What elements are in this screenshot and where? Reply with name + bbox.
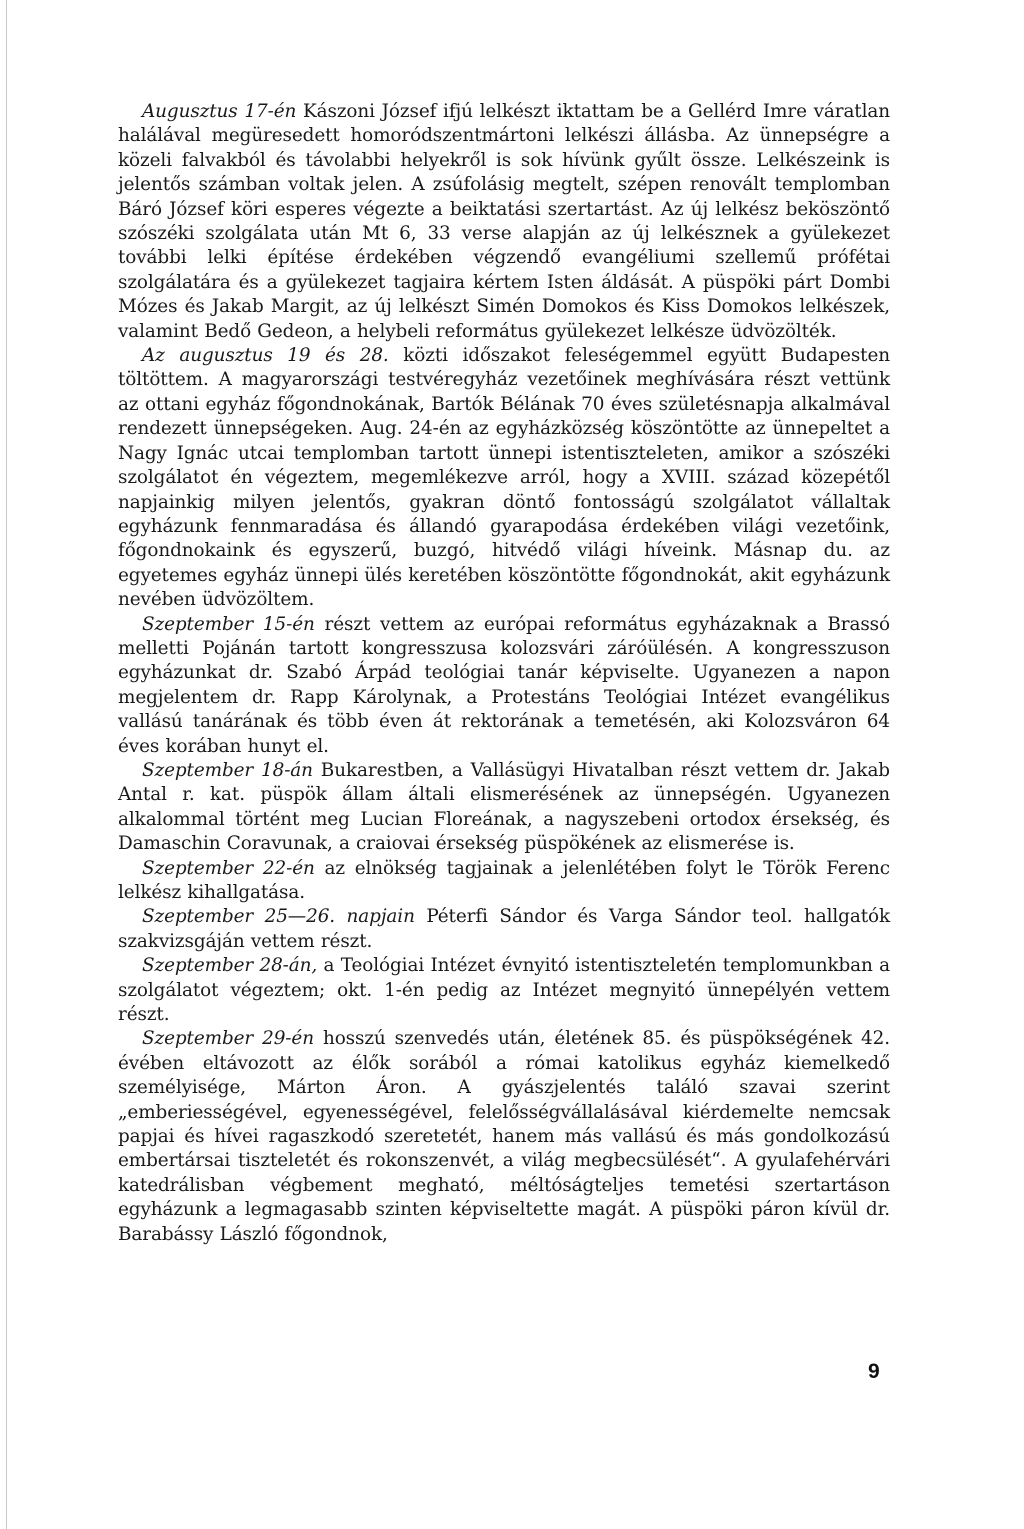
paragraph-aug-17 (118, 100, 890, 344)
paragraph-body: részt vettem az európai református egyházaknak a Brassó melletti Pojánán tartott kongresszusa kolozsvári záróülésén. A kongresszuson egyházunkat dr. Szabó Árpád teológiai tanár képviselte. Ugyanezen a napon megjelentem dr. Rapp Károlynak, a Protestáns Teológiai Intézet evangélikus vallású tanárának és több éven át rektorának a temetésén, aki Kolozsváron 64 éves korában hunyt el. (118, 613, 890, 757)
paragraph-date: Szeptember 28-án, (142, 955, 318, 977)
paragraph-body: Péterfi Sándor és Varga Sándor teol. hallgatók szakvizsgáján vettem részt. (118, 906, 891, 952)
paragraph-date: Szeptember 18-án (142, 759, 313, 781)
paragraph-sep-25-26 (118, 905, 890, 954)
paragraph-date: Szeptember 29-én (142, 1028, 314, 1050)
paragraph-sep-28 (118, 954, 890, 1027)
paragraph-date: Szeptember 22-én (142, 857, 315, 879)
paragraph-date: Az augusztus 19 és 28. (142, 345, 389, 367)
paragraph-sep-29 (118, 1027, 890, 1247)
paragraph-body: a Teológiai Intézet évnyitó istentiszteletén templomunkban a szolgálatot végeztem; okt. 1-én pedig az Intézet megnyitó ünnepélyén vettem részt. (118, 955, 890, 1026)
paragraph-aug-19-28 (118, 344, 890, 612)
paragraph-body: hosszú szenvedés után, életének 85. és püspökségének 42. évében eltávozott az élők sorából a római katolikus egyház kiemelkedő személyisége, Márton Áron. A gyászjelentés találó szavai szerint „emberiességével, egyenességével, felelősségvállalásával kiérdemelte nemcsak papjai és hívei ragaszkodó szeretetét, hanem más vallású és más gondolkozású embertársai tiszteletét és rokonszenvét, a világ megbecsülését“. A gyulafehérvári katedrálisban végbement megható, méltóságteljes temetési szertartáson egyházunk a legmagasabb szinten képviseltette magát. A püspöki páron kívül dr. Barabássy László főgondnok, (118, 1028, 890, 1245)
paragraph-body: közti időszakot feleségemmel együtt Budapesten töltöttem. A magyarországi testvéregyház vezetőinek meghívására részt vettünk az ottani egyház főgondnokának, Bartók Bélának 70 éves születésnapja alkalmával rendezett ünnepségeken. Aug. 24-én az egyházközség köszöntötte az ünnepeltet a Nagy Ignác utcai templomban tartott ünnepi istentiszteleten, amikor a szószéki szolgálatot én végeztem, megemlékezve arról, hogy a XVIII. század közepétől napjainkig milyen jelentős, gyakran döntő fontosságú szolgálatot vállaltak egyházunk fennmaradása és állandó gyarapodása érdekében világi vezetőink, főgondnokaink és egyszerű, buzgó, hitvédő világi híveink. Másnap du. az egyetemes egyház ünnepi ülés keretében köszöntötte főgondnokát, akit egyházunk nevében üdvözöltem. (118, 345, 890, 611)
paragraph-date: Augusztus 17-én (142, 101, 297, 122)
paragraph-date: Szeptember 15-én (142, 613, 315, 635)
paragraph-sep-18 (118, 759, 890, 857)
paragraph-body: Kászoni József ifjú lelkészt iktattam be a Gellérd Imre váratlan halálával megüresedett homoródszentmártoni lelkészi állásba. Az ünnepségre a közeli falvakból és távolabbi helyekről is sok hívünk gyűlt össze. Lelkészeink is jelentős számban voltak jelen. A zsúfolásig megtelt, szépen renovált templomban Báró József köri esperes végezte a beiktatási szertartást. Az új lelkész beköszöntő szószéki szolgálata után Mt 6, 33 verse alapján az új lelkésznek a gyülekezet további lelki építése érdekében végzendő evangéliumi szellemű prófétai szolgálatára és a gyülekezet tagjaira kértem Isten áldását. A püspöki párt Dombi Mózes és Jakab Margit, az új lelkészt Simén Domokos és Kiss Domokos lelkészek, valamint Bedő Gedeon, a helybeli református gyülekezet lelkésze üdvözölték. (118, 101, 890, 342)
paragraph-sep-15 (118, 613, 890, 759)
scan-edge-line (6, 0, 7, 1529)
paragraph-date: Szeptember 25—26. napjain (142, 906, 415, 928)
page-number: 9 (868, 1360, 880, 1383)
body-text (118, 100, 890, 1247)
paragraph-body: az elnökség tagjainak a jelenlétében folyt le Török Ferenc lelkész kihallgatása. (118, 857, 890, 903)
paragraph-sep-22 (118, 857, 890, 906)
paragraph-body: Bukarestben, a Vallásügyi Hivatalban részt vettem dr. Jakab Antal r. kat. püspök állam általi elismerésének az ünnepségén. Ugyanezen alkalommal történt meg Lucian Floreának, a nagyszebeni ortodox érsekség, és Damaschin Coravunak, a craiovai érsekség püspökének az elismerése is. (118, 759, 890, 855)
